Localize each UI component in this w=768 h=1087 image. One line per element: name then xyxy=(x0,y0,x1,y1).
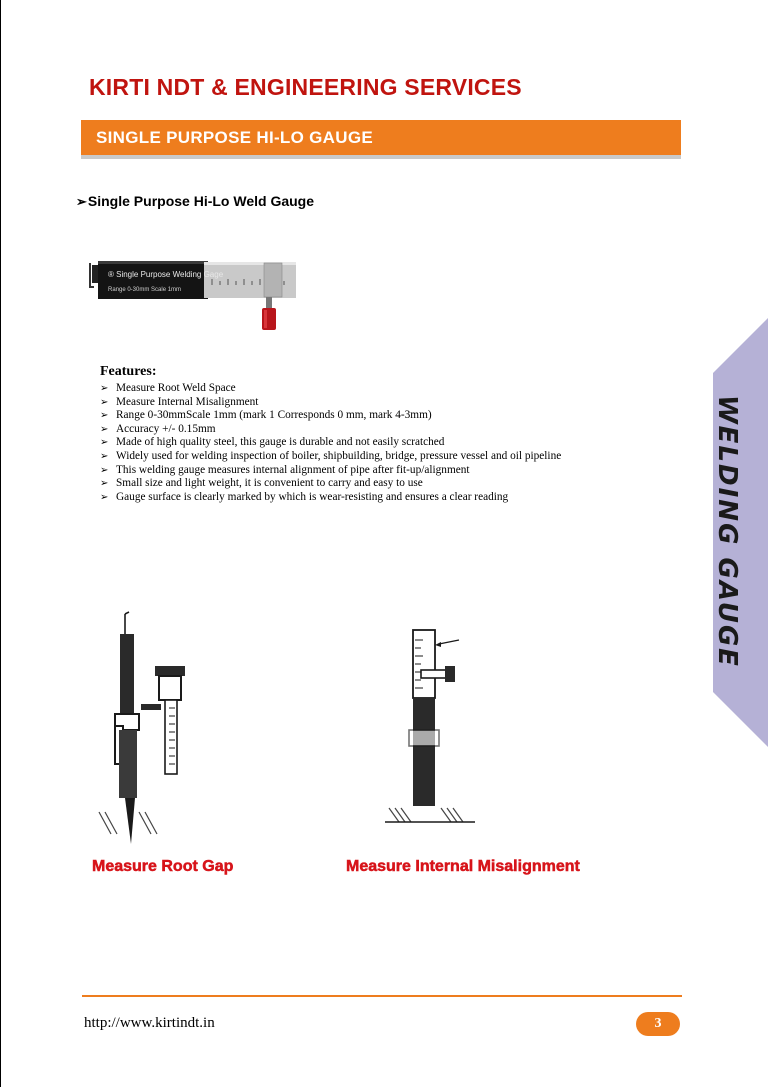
list-item: ➢ Gauge surface is clearly marked by which is wear-resisting and ensures a clear reading xyxy=(100,490,509,503)
features-title: Features: xyxy=(100,364,157,379)
website-link[interactable]: http://www.kirtindt.in xyxy=(84,1015,215,1031)
product-subheading xyxy=(76,193,314,210)
company-name: KIRTI NDT & ENGINEERING SERVICES xyxy=(89,74,522,100)
arrow-bullet-icon: ➢ xyxy=(100,410,109,422)
arrow-bullet-icon: ➢ xyxy=(100,478,109,490)
list-item: ➢ Accuracy +/- 0.15mm xyxy=(100,422,216,435)
list-item: ➢ Widely used for welding inspection of boiler, shipbuilding, bridge, pressure vessel and oil pipeline xyxy=(100,449,562,462)
svg-text:® Single Purpose Welding Gage: ® Single Purpose Welding Gage xyxy=(108,270,224,279)
features-section xyxy=(97,364,657,504)
list-item: ➢ Range 0-30mmScale 1mm (mark 1 Corresponds 0 mm, mark 4-3mm) xyxy=(100,409,432,422)
side-tab-label: WELDING GAUGE xyxy=(712,395,742,668)
list-item: ➢ Small size and light weight, it is convenient to carry and easy to use xyxy=(100,477,423,490)
gauge-photo xyxy=(84,253,299,333)
misalignment-diagram xyxy=(385,610,505,835)
list-item: ➢ Made of high quality steel, this gauge is durable and not easily scratched xyxy=(100,436,445,449)
page-border xyxy=(0,0,1,1087)
root-gap-diagram xyxy=(95,608,205,848)
footer-divider xyxy=(82,995,682,997)
title-banner xyxy=(81,120,681,159)
svg-text:Range 0-30mm Scale 1mm: Range 0-30mm Scale 1mm xyxy=(108,287,182,293)
list-item: ➢ This welding gauge measures internal alignment of pipe after fit-up/alignment xyxy=(100,463,470,476)
features-list xyxy=(97,382,657,504)
caption-internal-misalignment: Measure Internal Misalignment xyxy=(346,858,580,875)
list-item: ➢ Measure Root Weld Space xyxy=(100,382,236,394)
subheading-text: Single Purpose Hi-Lo Weld Gauge xyxy=(87,193,315,209)
arrow-bullet-icon: ➢ xyxy=(100,423,109,435)
arrow-bullet-icon: ➢ xyxy=(100,464,109,476)
arrow-bullet-icon: ➢ xyxy=(100,450,109,462)
arrow-bullet-icon: ➢ xyxy=(100,396,109,408)
arrow-bullet-icon: ➢ xyxy=(100,383,109,394)
arrow-bullet-icon: ➢ xyxy=(100,491,109,503)
page-number-badge: 3 xyxy=(636,1012,680,1036)
banner-title: SINGLE PURPOSE HI-LO GAUGE xyxy=(96,128,373,147)
arrow-bullet-icon: ➢ xyxy=(100,437,109,449)
list-item: ➢ Measure Internal Misalignment xyxy=(100,395,259,408)
arrow-bullet-icon: ➢ xyxy=(76,194,87,209)
caption-root-gap: Measure Root Gap xyxy=(92,858,234,875)
